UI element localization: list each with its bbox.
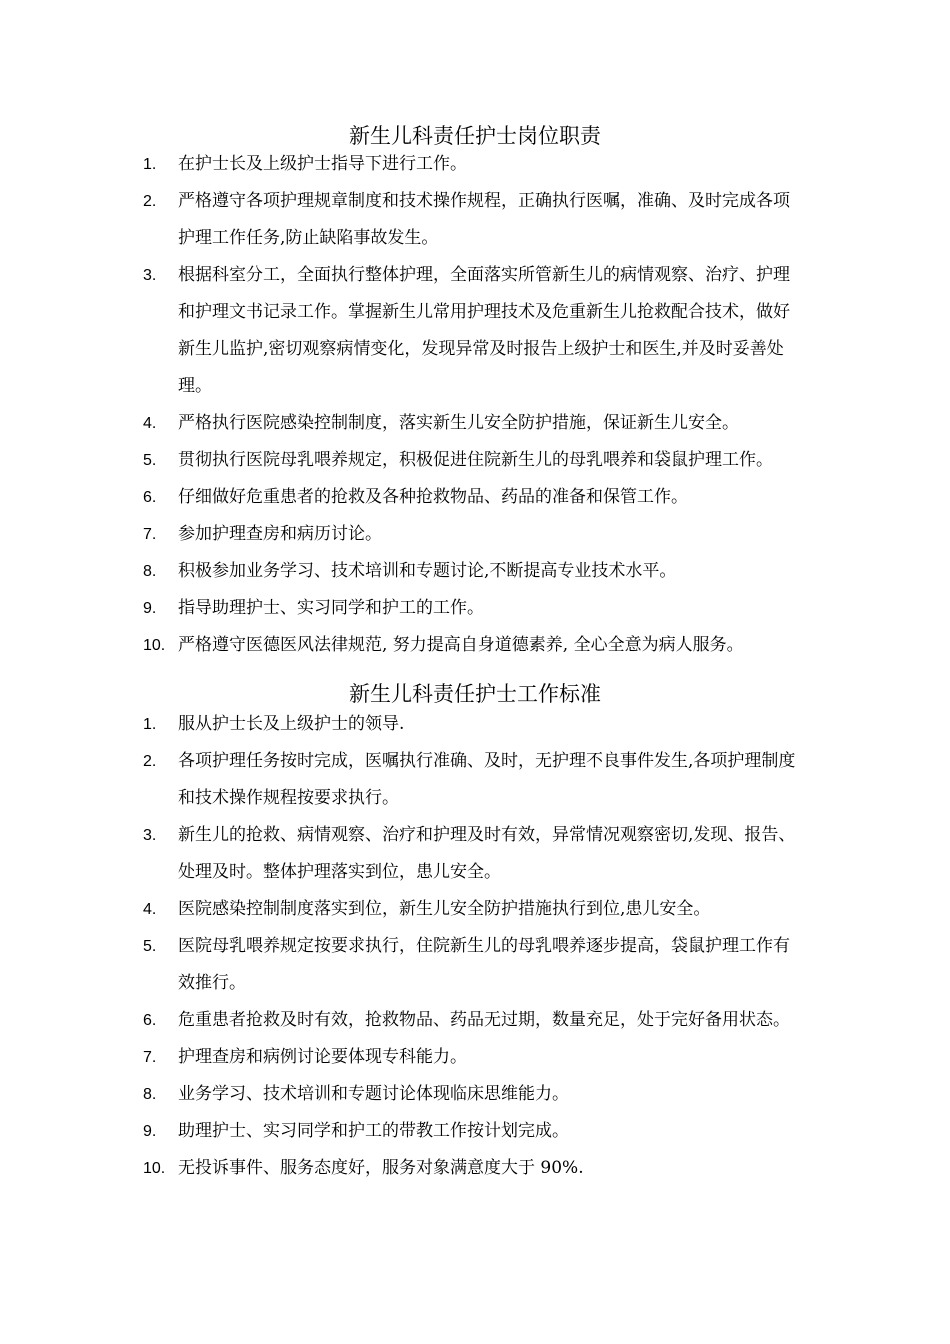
list-item [0, 553, 806, 590]
list-item [0, 1039, 806, 1076]
item-text: 积极参加业务学习、技术培训和专题讨论,不断提高专业技术水平。 [178, 561, 677, 581]
item-number: 1. [143, 716, 157, 733]
item-text: 新生儿的抢救、病情观察、治疗和护理及时有效，异常情况观察密切,发现、报告、处理及时。整体护理落实到位，患儿安全。 [178, 825, 796, 882]
item-text: 护理查房和病例讨论要体现专科能力。 [178, 1047, 467, 1067]
standards-list [0, 706, 950, 1187]
list-item [0, 743, 806, 817]
list-item [0, 146, 806, 183]
item-number: 9. [143, 600, 157, 617]
item-number: 5. [143, 452, 157, 469]
item-number: 6. [143, 1012, 157, 1029]
list-item [0, 627, 806, 664]
standards-title: 新生儿科责任护士工作标准 [349, 682, 601, 706]
list-item [0, 516, 806, 553]
standards-section [0, 680, 950, 1187]
list-item [0, 257, 806, 405]
item-number: 9. [143, 1123, 157, 1140]
item-text: 医院感染控制制度落实到位，新生儿安全防护措施执行到位,患儿安全。 [178, 899, 711, 919]
list-item [0, 706, 806, 743]
item-text: 严格执行医院感染控制制度，落实新生儿安全防护措施，保证新生儿安全。 [178, 413, 739, 433]
item-number: 3. [143, 267, 157, 284]
item-text: 参加护理查房和病历讨论。 [178, 524, 382, 544]
item-text: 服从护士长及上级护士的领导. [178, 714, 405, 734]
item-number: 1. [143, 156, 157, 173]
list-item [0, 405, 806, 442]
list-item [0, 1076, 806, 1113]
list-item [0, 928, 806, 1002]
item-number: 2. [143, 753, 157, 770]
item-text: 各项护理任务按时完成，医嘱执行准确、及时，无护理不良事件发生,各项护理制度和技术操作规程按要求执行。 [178, 751, 796, 808]
list-item [0, 442, 806, 479]
item-number: 5. [143, 938, 157, 955]
duties-list [0, 146, 950, 664]
item-text: 助理护士、实习同学和护工的带教工作按计划完成。 [178, 1121, 569, 1141]
item-number: 7. [143, 526, 157, 543]
item-text: 指导助理护士、实习同学和护工的工作。 [178, 598, 484, 618]
item-number: 10. [143, 637, 166, 654]
item-number: 4. [143, 415, 157, 432]
item-text: 在护士长及上级护士指导下进行工作。 [178, 154, 467, 174]
item-number: 8. [143, 1086, 157, 1103]
list-item [0, 183, 806, 257]
item-text: 贯彻执行医院母乳喂养规定，积极促进住院新生儿的母乳喂养和袋鼠护理工作。 [178, 450, 773, 470]
item-number: 4. [143, 901, 157, 918]
list-item [0, 1002, 806, 1039]
list-item [0, 1150, 806, 1187]
item-number: 2. [143, 193, 157, 210]
list-item [0, 891, 806, 928]
list-item [0, 1113, 806, 1150]
duties-section [0, 122, 950, 664]
item-number: 6. [143, 489, 157, 506]
item-text: 严格遵守医德医风法律规范, 努力提高自身道德素养, 全心全意为病人服务。 [178, 635, 744, 655]
item-text: 严格遵守各项护理规章制度和技术操作规程，正确执行医嘱，准确、及时完成各项护理工作任务,防止缺陷事故发生。 [178, 191, 790, 248]
item-number: 8. [143, 563, 157, 580]
list-item [0, 479, 806, 516]
item-number: 7. [143, 1049, 157, 1066]
list-item [0, 817, 806, 891]
item-text: 无投诉事件、服务态度好，服务对象满意度大于 90%. [178, 1158, 584, 1178]
item-text: 仔细做好危重患者的抢救及各种抢救物品、药品的准备和保管工作。 [178, 487, 688, 507]
item-number: 10. [143, 1160, 166, 1177]
item-text: 医院母乳喂养规定按要求执行，住院新生儿的母乳喂养逐步提高，袋鼠护理工作有效推行。 [178, 936, 790, 993]
item-text: 根据科室分工，全面执行整体护理，全面落实所管新生儿的病情观察、治疗、护理和护理文书记录工作。掌握新生儿常用护理技术及危重新生儿抢救配合技术，做好新生儿监护,密切观察病情变化，发现异常及时报告上级护士和医生,并及时妥善处理。 [178, 265, 790, 396]
item-number: 3. [143, 827, 157, 844]
duties-title: 新生儿科责任护士岗位职责 [349, 124, 601, 148]
list-item [0, 590, 806, 627]
item-text: 危重患者抢救及时有效，抢救物品、药品无过期，数量充足，处于完好备用状态。 [178, 1010, 790, 1030]
item-text: 业务学习、技术培训和专题讨论体现临床思维能力。 [178, 1084, 569, 1104]
